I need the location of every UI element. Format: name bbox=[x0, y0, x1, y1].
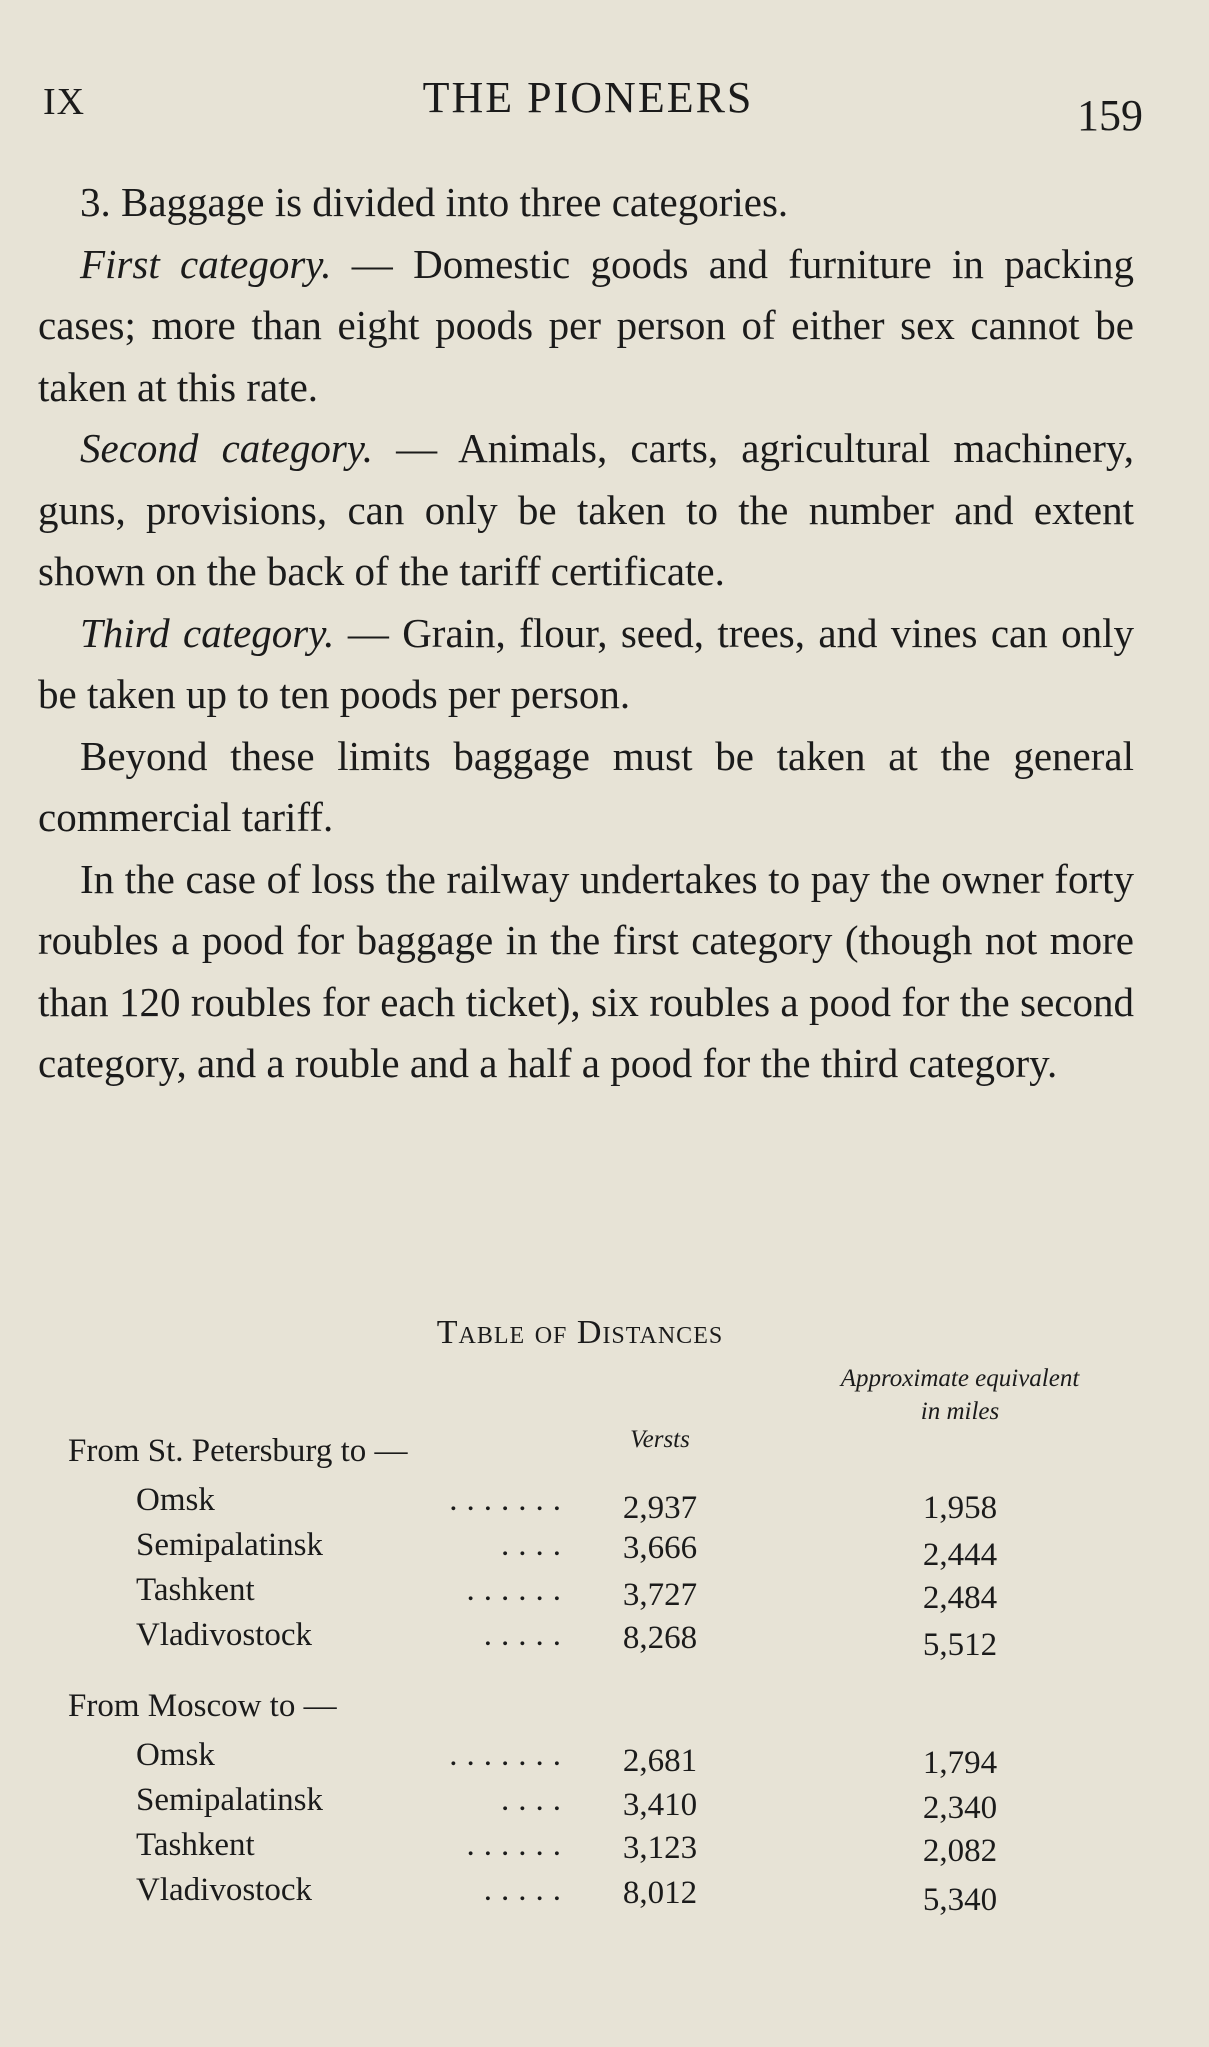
paragraph-text: — Animals, carts, agricultural machinery, guns, provisions, can only be taken to the number and extent shown on the back of the tariff certificate. bbox=[38, 425, 1134, 594]
table-row-versts: 2,681 bbox=[622, 1743, 698, 1779]
paragraph-text: — Grain, flour, seed, trees, and vines can only be taken up to ten poods per person. bbox=[38, 609, 1134, 717]
leader-dots: ..... bbox=[483, 1617, 570, 1653]
paragraph-text: In the case of loss the railway undertakes to pay the owner forty roubles a pood for baggage in the first category (though not more than 120 roubles for each ticket), six roubles a pood for the second category, and a rouble and a half a pood for the third category. bbox=[38, 855, 1134, 1086]
table-row-place: Vladivostock bbox=[136, 1872, 312, 1908]
paragraph-text: 3. Baggage is divided into three categories. bbox=[80, 179, 789, 225]
leader-dots: .... bbox=[501, 1782, 570, 1818]
leader-dots: ...... bbox=[466, 1572, 570, 1608]
table-row-place: Omsk bbox=[136, 1737, 215, 1773]
table-row-miles: 2,484 bbox=[922, 1580, 998, 1616]
table-row-place: Semipalatinsk bbox=[136, 1782, 323, 1818]
leader-dots: ....... bbox=[449, 1737, 570, 1773]
paragraph-second-category bbox=[38, 418, 1134, 603]
table-row-place: Omsk bbox=[136, 1482, 215, 1518]
table-row-miles: 2,340 bbox=[922, 1790, 998, 1826]
paragraph-lead: First category. bbox=[80, 240, 332, 287]
table-row-place: Tashkent bbox=[136, 1572, 255, 1608]
paragraph-lead: Third category. bbox=[80, 609, 335, 656]
leader-dots: ....... bbox=[449, 1482, 570, 1518]
paragraph-text: — Domestic goods and furniture in packing cases; more than eight poods per person of either sex cannot be taken at this rate. bbox=[38, 240, 1135, 410]
table-row-place: Vladivostock bbox=[136, 1617, 312, 1653]
paragraph-baggage-categories bbox=[38, 172, 1134, 234]
chapter-number: IX bbox=[43, 81, 86, 123]
group-label-st-petersburg: From St. Petersburg to — bbox=[68, 1433, 408, 1469]
table-row-miles: 5,340 bbox=[922, 1882, 998, 1918]
table-row-place: Tashkent bbox=[136, 1827, 255, 1863]
body-text bbox=[38, 172, 1134, 1095]
table-row-miles: 2,082 bbox=[922, 1833, 998, 1869]
table-row-versts: 8,012 bbox=[622, 1875, 698, 1911]
table-title: Table of Distances bbox=[436, 1314, 724, 1351]
table-row-versts: 8,268 bbox=[622, 1620, 698, 1656]
table-row-miles: 5,512 bbox=[922, 1627, 998, 1663]
table-row-miles: 2,444 bbox=[922, 1537, 998, 1573]
paragraph-lead: Second category. bbox=[80, 425, 373, 471]
page-number: 159 bbox=[1077, 91, 1143, 140]
table-row-miles: 1,794 bbox=[922, 1745, 998, 1781]
table-row-versts: 3,410 bbox=[622, 1787, 698, 1823]
column-header-miles: Approximate equivalent in miles bbox=[840, 1365, 1080, 1425]
leader-dots: .... bbox=[501, 1527, 570, 1563]
leader-dots: ..... bbox=[483, 1872, 570, 1908]
paragraph-text: Beyond these limits baggage must be taken at the general commercial tariff. bbox=[38, 732, 1134, 840]
leader-dots: ...... bbox=[466, 1827, 570, 1863]
column-header-versts: Versts bbox=[630, 1426, 690, 1453]
paragraph-first-category bbox=[38, 234, 1134, 419]
group-label-moscow: From Moscow to — bbox=[68, 1688, 337, 1724]
table-row-miles: 1,958 bbox=[922, 1490, 998, 1526]
running-head bbox=[38, 70, 1143, 140]
paragraph-loss bbox=[38, 849, 1134, 1095]
table-row-versts: 2,937 bbox=[622, 1490, 698, 1526]
table-row-versts: 3,123 bbox=[622, 1830, 698, 1866]
table-row-versts: 3,666 bbox=[622, 1530, 698, 1566]
table-row-place: Semipalatinsk bbox=[136, 1527, 323, 1563]
paragraph-third-category bbox=[38, 603, 1134, 726]
running-title: THE PIONEERS bbox=[422, 73, 754, 122]
paragraph-beyond-limits bbox=[38, 726, 1134, 849]
table-row-versts: 3,727 bbox=[622, 1577, 698, 1613]
